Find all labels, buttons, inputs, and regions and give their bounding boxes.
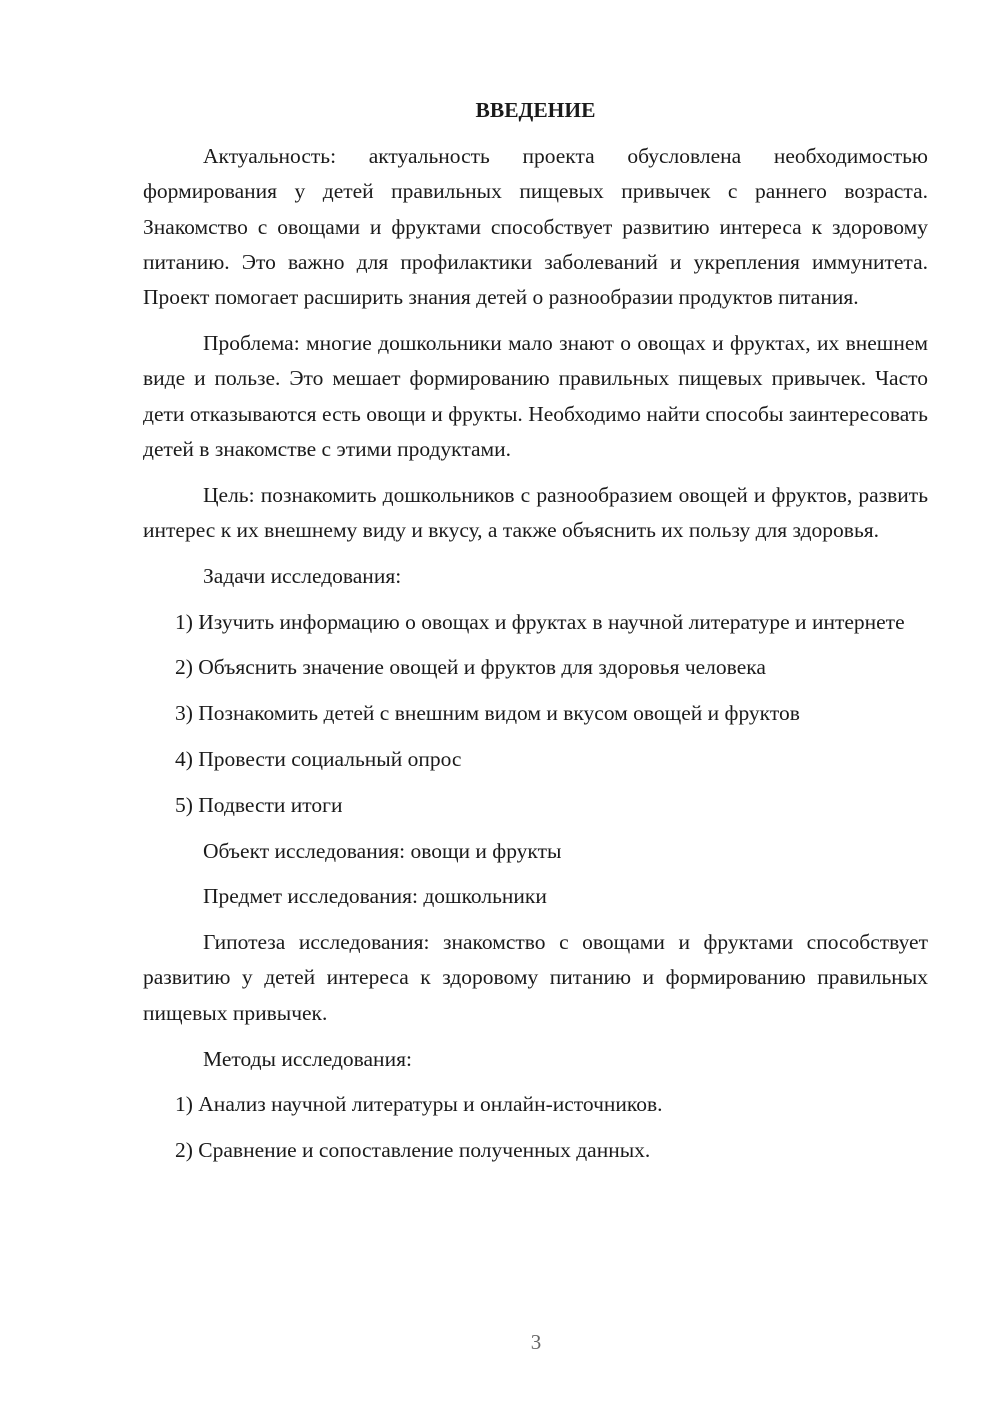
research-object: Объект исследования: овощи и фрукты — [203, 838, 562, 863]
task-item-4: 4) Провести социальный опрос — [175, 746, 462, 771]
tasks-heading: Задачи исследования: — [203, 563, 402, 588]
method-item-2: 2) Сравнение и сопоставление полученных данных. — [175, 1138, 651, 1163]
problem-paragraph: Проблема: многие дошкольники мало знают о овощах и фруктах, их внешнем виде и пользе. Это мешает формированию правильных пищевых привычек. Часто дети отказываются есть овощи и фрукты. Необходимо найти способы заинтересовать детей в знакомстве с этими продуктами. — [143, 330, 928, 461]
method-item-1: 1) Анализ научной литературы и онлайн-источников. — [175, 1092, 663, 1117]
page-title: ВВЕДЕНИЕ — [475, 98, 596, 122]
document-page — [143, 93, 928, 1179]
hypothesis-paragraph: Гипотеза исследования: знакомство с овощами и фруктами способствует развитию у детей интереса к здоровому питанию и формированию правильных пищевых привычек. — [143, 930, 928, 1025]
goal-paragraph: Цель: познакомить дошкольников с разнообразием овощей и фруктов, развить интерес к их внешнему виду и вкусу, а также объяснить их пользу для здоровья. — [143, 482, 928, 542]
task-item-1: 1) Изучить информацию о овощах и фруктах в научной литературе и интернете — [175, 609, 905, 634]
task-item-3: 3) Познакомить детей с внешним видом и вкусом овощей и фруктов — [175, 701, 800, 726]
methods-heading: Методы исследования: — [203, 1046, 412, 1071]
relevance-paragraph: Актуальность: актуальность проекта обусловлена необходимостью формирования у детей правильных пищевых привычек с раннего возраста. Знакомство с овощами и фруктами способствует развитию интереса к здоровому питанию. Это важно для профилактики заболеваний и укрепления иммунитета. Проект помогает расширить знания детей о разнообразии продуктов питания. — [143, 144, 928, 310]
page-number: 3 — [530, 1330, 542, 1354]
research-subject: Предмет исследования: дошкольники — [203, 884, 547, 909]
task-item-2: 2) Объяснить значение овощей и фруктов для здоровья человека — [175, 655, 766, 680]
task-item-5: 5) Подвести итоги — [175, 792, 343, 817]
